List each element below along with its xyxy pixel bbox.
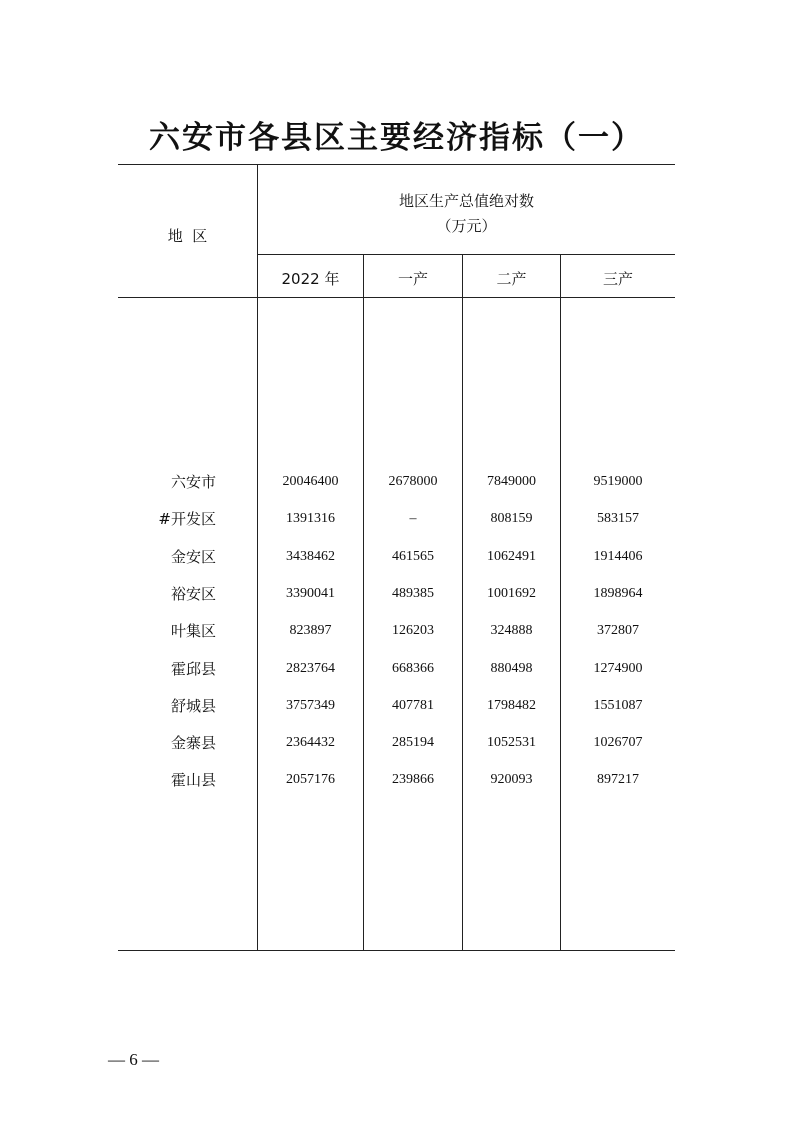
table-cell: 2057176 bbox=[286, 772, 335, 787]
column-header-tertiary: 三产 bbox=[602, 270, 633, 288]
table-cell: 1026707 bbox=[593, 735, 643, 750]
column-header-secondary: 二产 bbox=[496, 270, 527, 288]
header-bottom-rule bbox=[118, 297, 675, 298]
table-top-rule bbox=[118, 164, 675, 165]
page-title: 六安市各县区主要经济指标（一） bbox=[149, 120, 644, 156]
region-name: 金安区 bbox=[170, 548, 216, 566]
region-name: 金寨县 bbox=[170, 734, 216, 752]
table-cell: 1274900 bbox=[593, 661, 643, 676]
table-cell: 1798482 bbox=[487, 698, 536, 713]
table-cell: 3390041 bbox=[286, 586, 335, 601]
gdp-group-unit: （万元） bbox=[436, 217, 497, 235]
table-cell: 285194 bbox=[392, 735, 434, 750]
region-name: 霍山县 bbox=[170, 771, 216, 789]
table-cell: 126203 bbox=[392, 623, 434, 638]
table-cell: 324888 bbox=[490, 623, 533, 638]
table-cell: 239866 bbox=[392, 772, 434, 787]
table-cell: 2678000 bbox=[388, 474, 438, 489]
table-cell: 1062491 bbox=[487, 549, 536, 564]
table-cell: 583157 bbox=[597, 511, 639, 526]
region-name: 裕安区 bbox=[170, 585, 216, 603]
table-cell: 9519000 bbox=[593, 474, 643, 489]
region-name: 舒城县 bbox=[170, 697, 216, 715]
region-column-header: 地 区 bbox=[167, 227, 208, 245]
table-cell: 808159 bbox=[490, 511, 533, 526]
table-cell: 3757349 bbox=[286, 698, 335, 713]
table-cell: 372807 bbox=[597, 623, 639, 638]
table-cell: 2364432 bbox=[286, 735, 335, 750]
table-cell: 20046400 bbox=[282, 474, 339, 489]
table-cell: 1391316 bbox=[286, 511, 335, 526]
table-cell: 1001692 bbox=[487, 586, 536, 601]
table-cell: 880498 bbox=[490, 661, 533, 676]
table-cell: 461565 bbox=[392, 549, 434, 564]
table-cell: 823897 bbox=[289, 623, 332, 638]
table-cell: 897217 bbox=[597, 772, 639, 787]
region-name: #开发区 bbox=[158, 510, 216, 528]
table-cell: 489385 bbox=[392, 586, 434, 601]
table-cell: 920093 bbox=[490, 772, 533, 787]
table-cell: 7849000 bbox=[487, 474, 536, 489]
table-cell: 2823764 bbox=[286, 661, 335, 676]
table-bottom-rule bbox=[118, 950, 675, 951]
table-cell: 1052531 bbox=[487, 735, 536, 750]
region-name: 霍邱县 bbox=[170, 660, 216, 678]
page-number: — 6 — bbox=[108, 1050, 159, 1069]
region-name: 六安市 bbox=[170, 473, 216, 491]
table-cell: 1898964 bbox=[593, 586, 643, 601]
table-cell: – bbox=[409, 511, 417, 526]
table-cell: 3438462 bbox=[286, 549, 335, 564]
table-cell: 1914406 bbox=[593, 549, 643, 564]
gdp-group-header: 地区生产总值绝对数 bbox=[398, 192, 534, 210]
table-cell: 407781 bbox=[392, 698, 434, 713]
table-cell: 668366 bbox=[392, 661, 434, 676]
region-name: 叶集区 bbox=[170, 622, 216, 640]
table-cell: 1551087 bbox=[593, 698, 643, 713]
header-divider bbox=[258, 254, 675, 255]
column-header-2022: 2022 年 bbox=[281, 270, 340, 288]
column-header-primary: 一产 bbox=[397, 270, 428, 288]
